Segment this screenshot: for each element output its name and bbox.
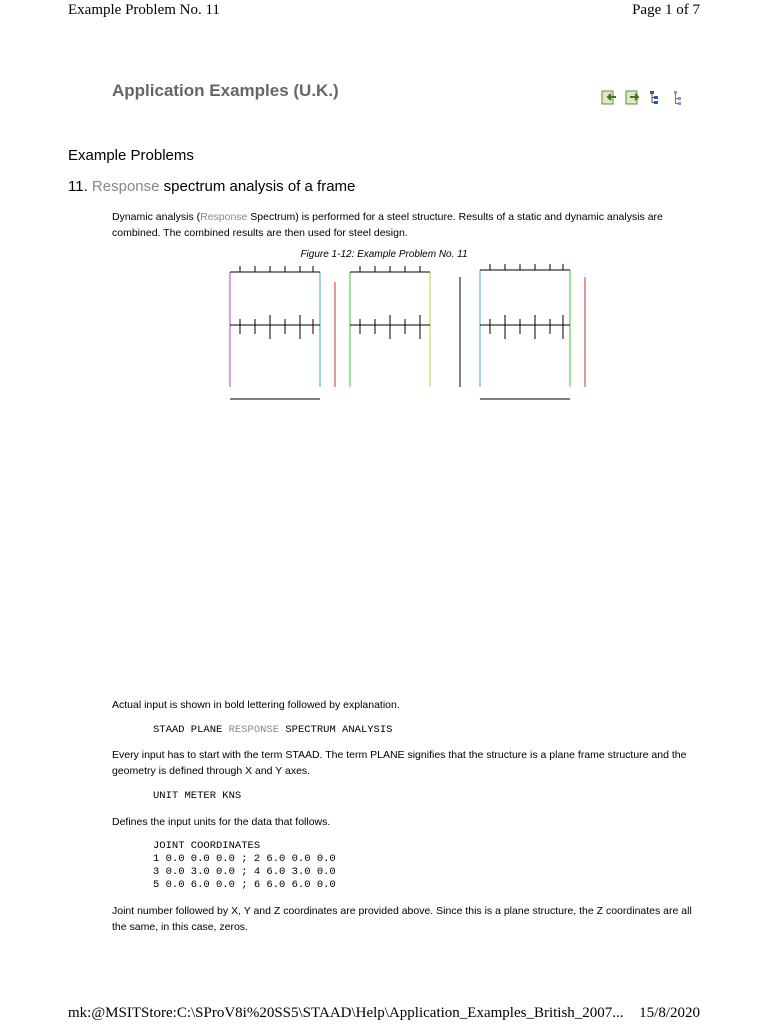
forward-icon[interactable]	[624, 88, 642, 106]
page-header-title: Example Problem No. 11	[68, 2, 220, 18]
back-icon[interactable]	[600, 88, 618, 106]
show-toc-icon[interactable]	[648, 88, 666, 106]
code-staad-plane: STAAD PLANE RESPONSE SPECTRUM ANALYSIS	[153, 724, 393, 736]
code-unit: UNIT METER KNS	[153, 790, 242, 802]
code-joint-coordinates: JOINT COORDINATES 1 0.0 0.0 0.0 ; 2 6.0 0.0 0.0 3 0.0 3.0 0.0 ; 4 6.0 3.0 0.0 5 0.0 6.0 0.0 ; 6 6.0 6.0 0.0	[153, 840, 336, 891]
actual-input-note: Actual input is shown in bold lettering followed by explanation.	[112, 699, 400, 711]
footer-date: 15/8/2020	[639, 1005, 700, 1021]
explain-unit: Defines the input units for the data that follows.	[112, 816, 331, 828]
help-toolbar	[600, 88, 690, 106]
footer-path: mk:@MSITStore:C:\SProV8i%20SS5\STAAD\Help\Application_Examples_British_2007...	[68, 1005, 624, 1021]
intro-paragraph: Dynamic analysis (Response Spectrum) is performed for a steel structure. Results of a static and dynamic analysis are combined. The combined results are then used for steel design.	[112, 211, 663, 239]
section-heading: Example Problems	[68, 147, 194, 164]
app-title: Application Examples (U.K.)	[112, 81, 339, 100]
problem-keyword: Response	[91, 178, 160, 195]
problem-title: spectrum analysis of a frame	[163, 178, 356, 195]
frame-figure	[225, 262, 595, 407]
explain-staad-plane: Every input has to start with the term STAAD. The term PLANE signifies that the structure is a plane frame structure and the geometry is defined through X and Y axes.	[112, 749, 687, 777]
page-number: Page 1 of 7	[632, 2, 700, 18]
problem-number: 11.	[68, 178, 88, 195]
explain-joint-coordinates: Joint number followed by X, Y and Z coordinates are provided above. Since this is a plane structure, the Z coordinates are all the same, in this case, zeros.	[112, 905, 692, 933]
figure-caption: Figure 1-12: Example Problem No. 11	[300, 249, 468, 260]
problem-heading	[68, 178, 355, 195]
hide-toc-icon[interactable]	[672, 88, 690, 106]
